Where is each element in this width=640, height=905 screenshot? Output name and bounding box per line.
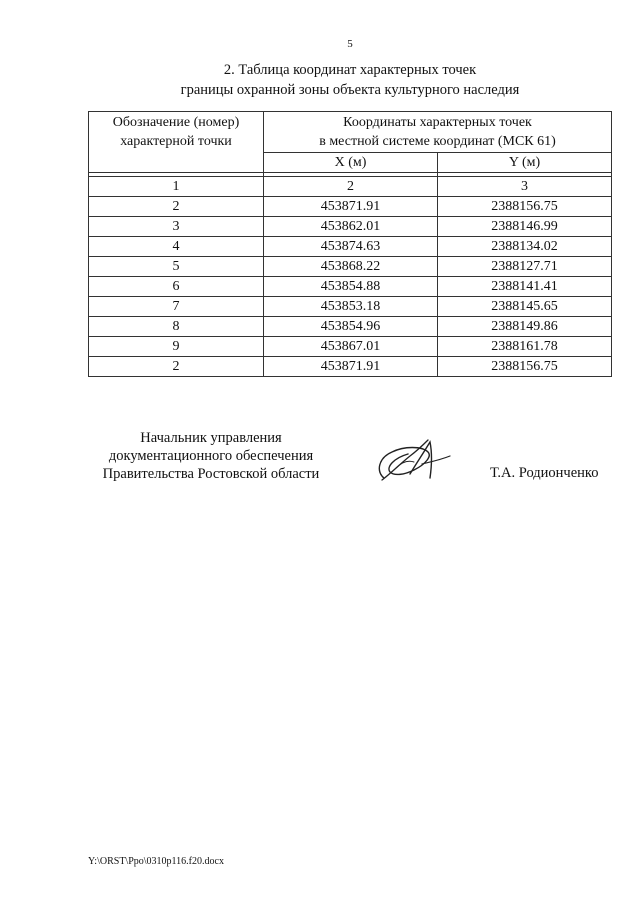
header-designation [89,112,264,173]
point-cell: 8 [89,317,264,337]
table-row [89,297,612,317]
table-row [89,197,612,217]
point-cell: 9 [89,337,264,357]
position-line-2: документационного обеспечения [108,448,314,464]
y-cell: 2388156.75 [438,197,612,217]
table-row [89,277,612,297]
y-cell: 2388146.99 [438,217,612,237]
header-x: X (м) [264,153,438,173]
signer-name: Т.А. Родионченко [490,465,599,481]
x-cell: 453862.01 [264,217,438,237]
handwritten-signature [370,434,460,492]
y-cell: 2388149.86 [438,317,612,337]
position-line-1: Начальник управления [140,430,282,446]
x-cell: 453871.91 [264,197,438,217]
position-line-3: Правительства Ростовской области [102,466,320,482]
x-cell: 453854.88 [264,277,438,297]
header-designation-line-1: Обозначение (номер) [112,115,240,130]
header-coordinates [264,112,612,153]
x-cell: 453868.22 [264,257,438,277]
y-cell: 2388141.41 [438,277,612,297]
column-number: 2 [264,177,438,197]
table-row [89,337,612,357]
signer-position [88,429,334,483]
page-number: 5 [347,38,353,50]
column-number: 1 [89,177,264,197]
table-header-row [89,112,612,153]
x-cell: 453854.96 [264,317,438,337]
column-number-row [89,177,612,197]
x-cell: 453871.91 [264,357,438,377]
document-title [0,60,640,100]
point-cell: 3 [89,217,264,237]
title-line-1: 2. Таблица координат характерных точек [223,62,477,78]
point-cell: 2 [89,197,264,217]
header-coordinates-line-2: в местной системе координат (МСК 61) [319,134,556,149]
title-line-2: границы охранной зоны объекта культурного наследия [180,82,520,98]
x-cell: 453853.18 [264,297,438,317]
header-coordinates-line-1: Координаты характерных точек [343,115,532,130]
table-row [89,357,612,377]
footer-file-path: Y:\ORST\Ppo\0310p116.f20.docx [88,856,224,867]
coordinates-table [88,111,612,377]
header-y: Y (м) [438,153,612,173]
table-row [89,217,612,237]
y-cell: 2388145.65 [438,297,612,317]
y-cell: 2388127.71 [438,257,612,277]
point-cell: 6 [89,277,264,297]
x-cell: 453867.01 [264,337,438,357]
column-number: 3 [438,177,612,197]
point-cell: 4 [89,237,264,257]
y-cell: 2388134.02 [438,237,612,257]
y-cell: 2388161.78 [438,337,612,357]
table-row [89,317,612,337]
table-row [89,257,612,277]
y-cell: 2388156.75 [438,357,612,377]
header-designation-line-2: характерной точки [120,134,232,149]
point-cell: 5 [89,257,264,277]
point-cell: 2 [89,357,264,377]
table-row [89,237,612,257]
point-cell: 7 [89,297,264,317]
x-cell: 453874.63 [264,237,438,257]
